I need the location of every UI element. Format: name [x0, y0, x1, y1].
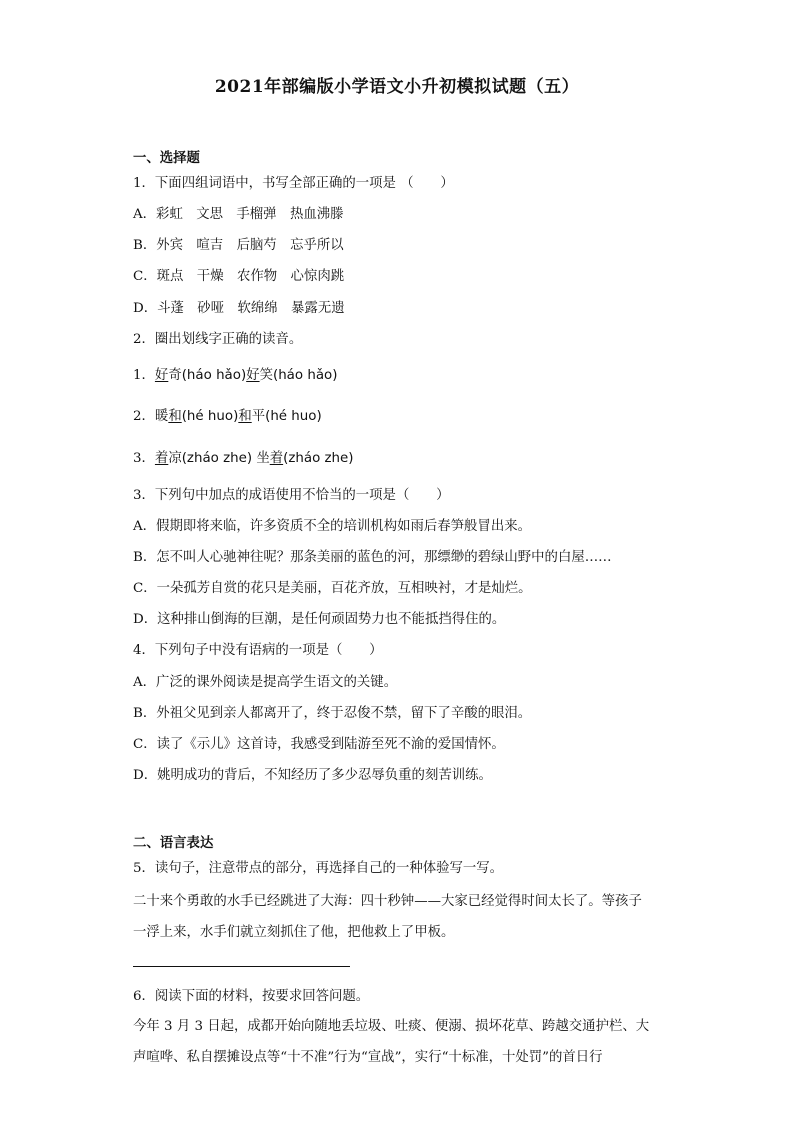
question-6-text-line-2: 声喧哗、私自摆摊设点等“十不准”行为“宣战”，实行“十标准，十处罚”的首日行: [133, 1050, 603, 1065]
pinyin-options: (háo hǎo): [272, 368, 338, 383]
page-title: 2021年部编版小学语文小升初模拟试题（五）: [214, 77, 580, 97]
section-heading-expression: 二、语言表达: [133, 835, 214, 851]
word-rest: 凉: [168, 451, 182, 466]
question-3-option-d: D．这种排山倒海的巨潮，是任何顽固势力也不能抵挡得住的。: [133, 612, 506, 627]
question-6-text-line-1: 今年 3 月 3 日起，成都开始向随地丢垃圾、吐痰、便溺、损坏花草、跨越交通护栏、大: [133, 1019, 650, 1034]
question-3-stem: 3．下列句中加点的成语使用不恰当的一项是（ ）: [133, 488, 450, 503]
underlined-char: 好: [154, 368, 169, 383]
question-1-option-c: C．斑点 干燥 农作物 心惊肉跳: [133, 269, 345, 284]
question-1-option-a: A．彩虹 文思 手榴弹 热血沸滕: [133, 207, 344, 222]
question-2-item-3: [133, 447, 354, 466]
question-2-item-2: [133, 405, 322, 424]
underlined-char: 着: [154, 451, 169, 466]
question-3-option-c: C．一朵孤芳自赏的花只是美丽，百花齐放，互相映衬，才是灿烂。: [133, 581, 532, 596]
underlined-char: 和: [238, 409, 252, 424]
question-1-option-d: D．斗蓬 砂哑 软绵绵 暴露无遗: [133, 301, 345, 316]
word-char: 坐: [256, 451, 270, 466]
pinyin-options: (háo hǎo): [181, 368, 247, 383]
pinyin-options: (zháo zhe): [181, 451, 257, 466]
question-4-option-b: B．外祖父见到亲人都离开了，终于忍俊不禁，留下了辛酸的眼泪。: [133, 706, 532, 721]
question-1-option-b: B．外宾 喧吉 后脑芍 忘乎所以: [133, 238, 344, 253]
question-2-item-1: [133, 364, 337, 383]
question-6-stem: 6．阅读下面的材料，按要求回答问题。: [133, 989, 370, 1004]
question-5-stem: 5．读句子，注意带点的部分，再选择自己的一种体验写一写。: [133, 861, 504, 876]
word-rest: 奇: [168, 368, 182, 383]
item-number: 3．: [133, 451, 155, 466]
item-number: 1．: [133, 368, 155, 383]
word-char: 暖: [154, 409, 169, 424]
question-5-text-line-1: 二十来个勇敢的水手已经跳进了大海：四十秒钟——大家已经觉得时间太长了。等孩子: [133, 894, 642, 909]
pinyin-options: (zháo zhe): [283, 451, 354, 466]
answer-blank-line[interactable]: [133, 966, 350, 967]
word-rest: 笑: [259, 368, 273, 383]
question-2-stem: 2．圈出划线字正确的读音。: [133, 332, 303, 347]
question-3-option-a: A．假期即将来临，许多资质不全的培训机构如雨后春笋般冒出来。: [133, 519, 531, 534]
underlined-char: 着: [269, 451, 284, 466]
question-4-option-d: D．姚明成功的背后，不知经历了多少忍辱负重的刻苦训练。: [133, 768, 492, 783]
question-1-stem: 1．下面四组词语中，书写全部正确的一项是 （ ）: [133, 176, 454, 191]
word-rest: 平: [251, 409, 266, 424]
underlined-char: 和: [168, 409, 182, 424]
question-4-option-a: A．广泛的课外阅读是提高学生语文的关键。: [133, 675, 398, 690]
question-4-option-c: C．读了《示儿》这首诗，我感受到陆游至死不渝的爱国情怀。: [133, 737, 505, 752]
section-heading-choice: 一、选择题: [133, 150, 200, 166]
pinyin-options: (hé huo): [265, 409, 322, 424]
question-5-text-line-2: 一浮上来，水手们就立刻抓住了他，把他救上了甲板。: [133, 925, 455, 940]
question-4-stem: 4．下列句子中没有语病的一项是（ ）: [133, 643, 383, 658]
item-number: 2．: [133, 409, 155, 424]
underlined-char: 好: [246, 368, 260, 383]
pinyin-options: (hé huo): [181, 409, 239, 424]
question-3-option-b: B．怎不叫人心驰神往呢？那条美丽的蓝色的河，那缥缈的碧绿山野中的白屋……: [133, 550, 612, 565]
